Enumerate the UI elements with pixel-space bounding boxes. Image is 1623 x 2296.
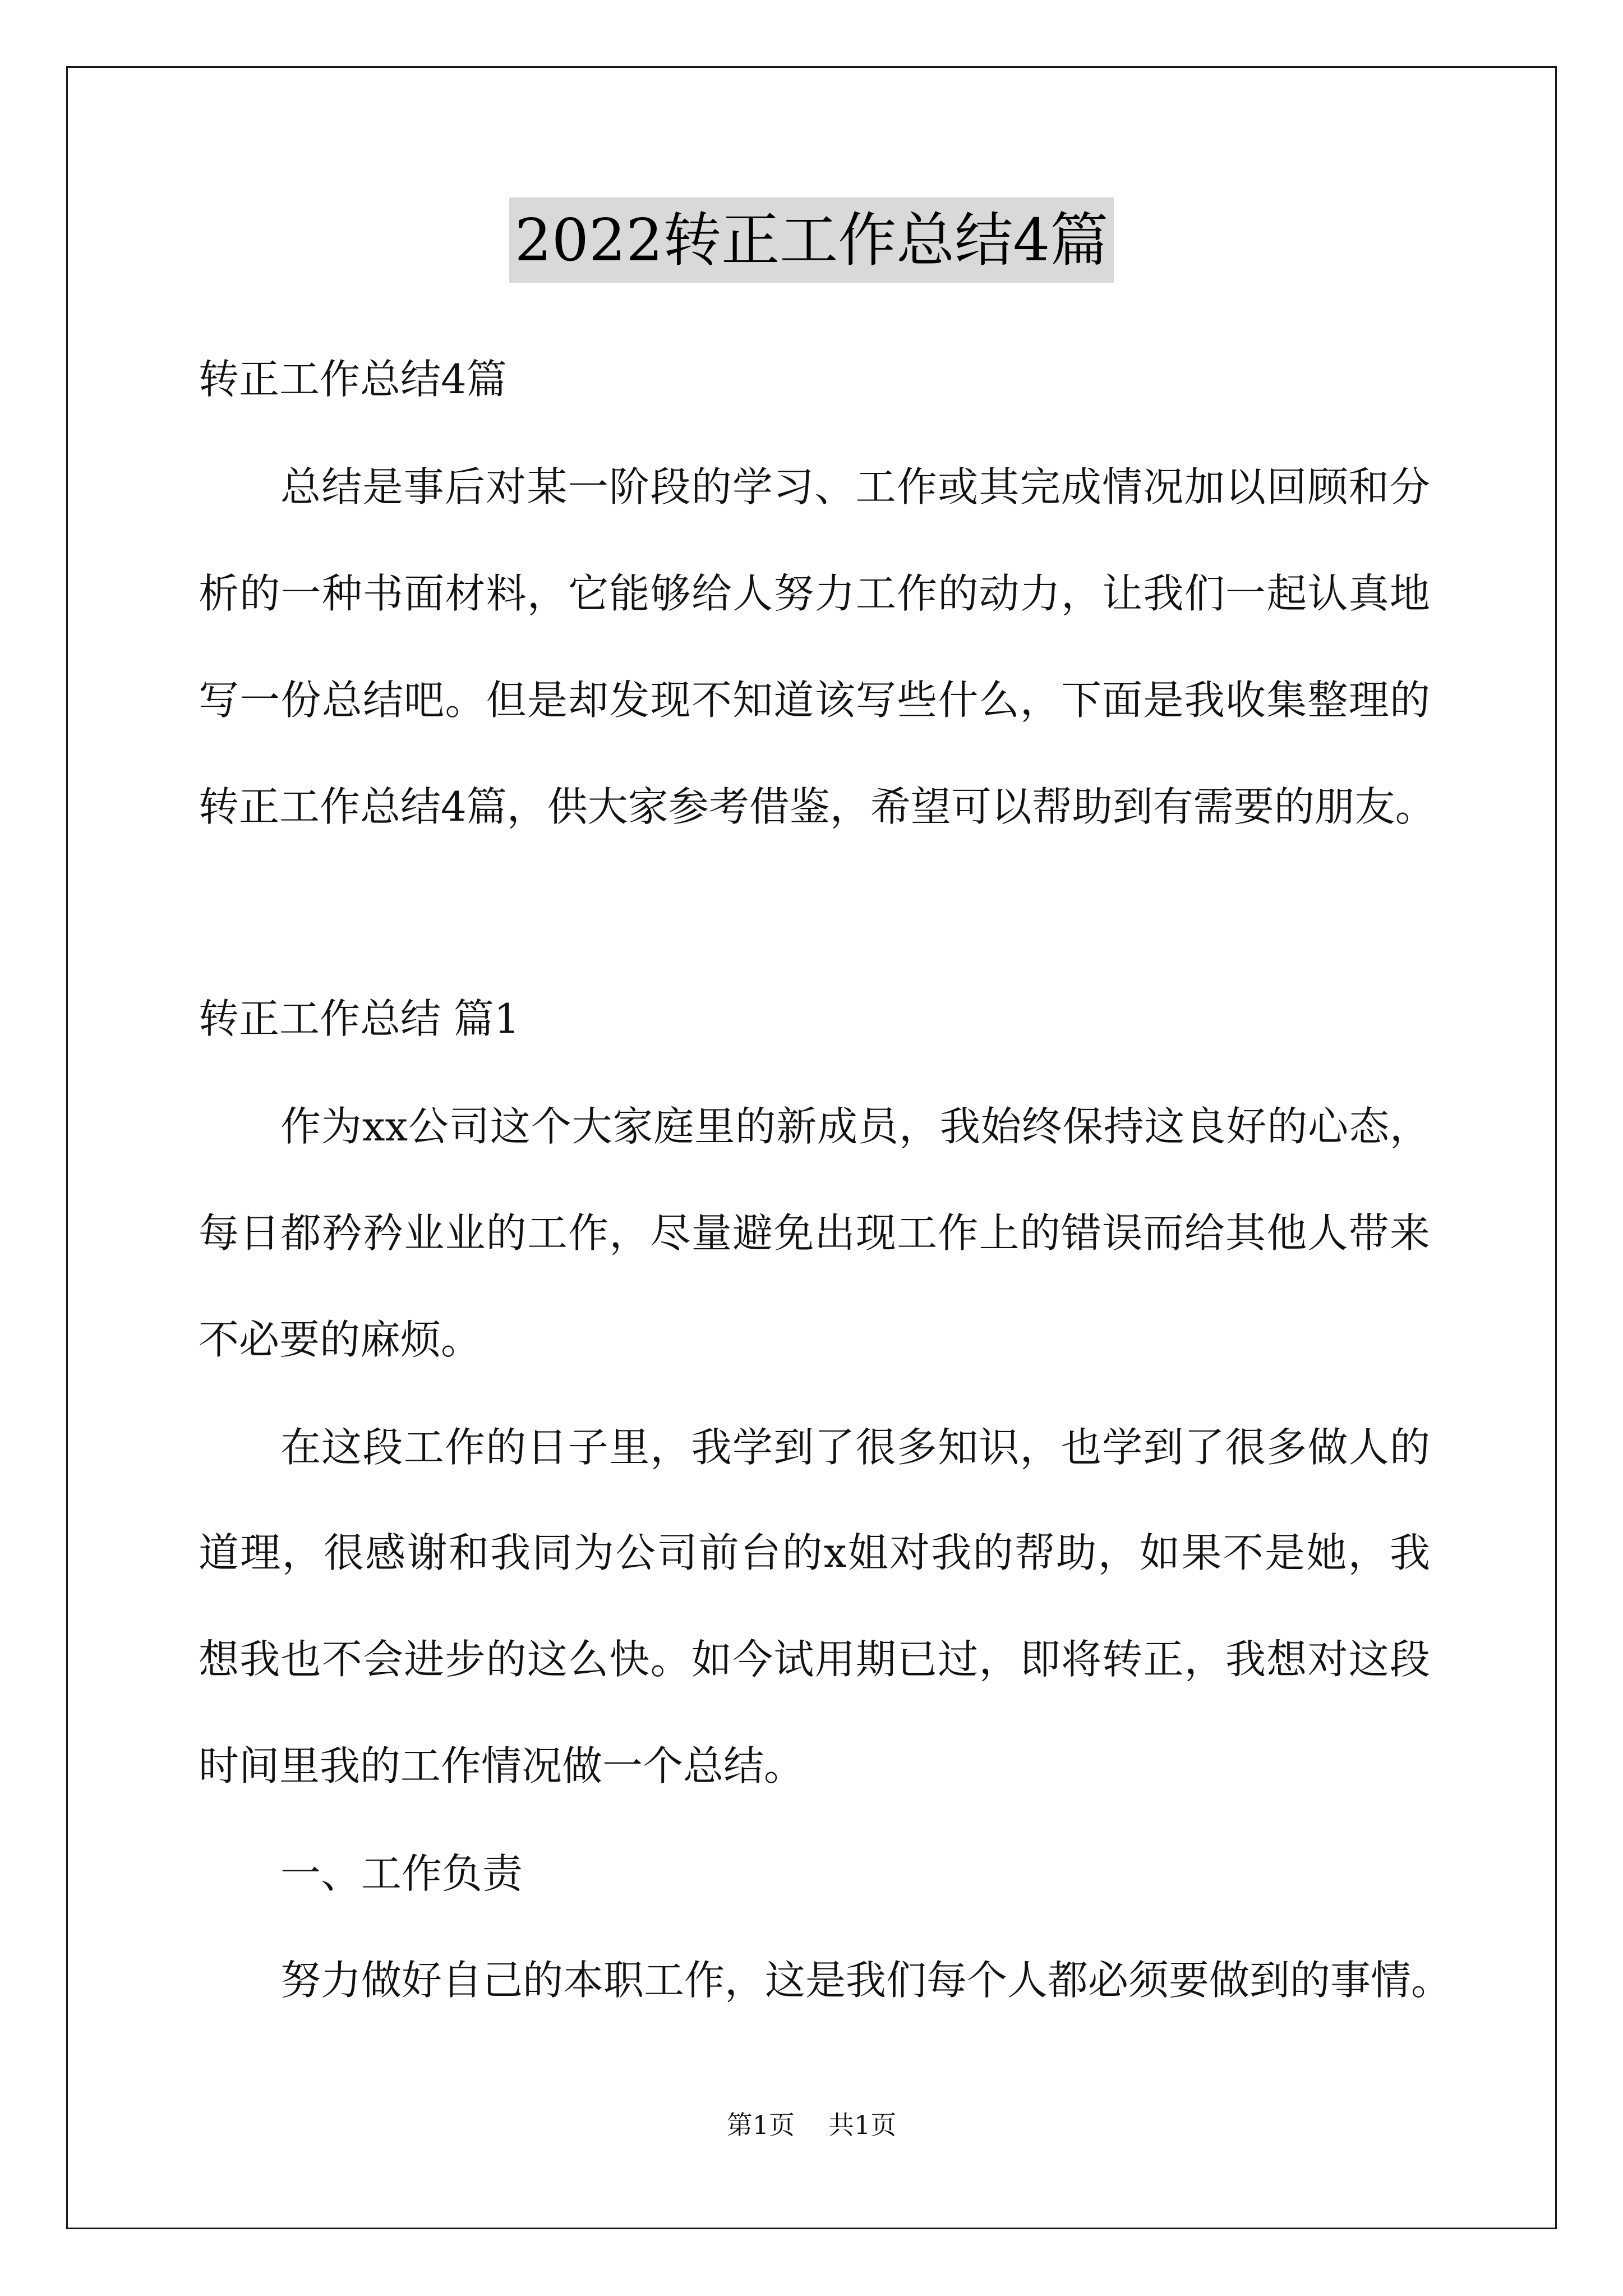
intro-heading: 转正工作总结4篇 (199, 356, 507, 403)
paragraph-line: 每日都矜矜业业的工作，尽量避免出现工作上的错误而给其他人带来 (199, 1209, 1430, 1257)
subheading: 一、工作负责 (280, 1850, 523, 1897)
page-number: 第1页 (726, 2110, 795, 2140)
paragraph-line: 不必要的麻烦。 (199, 1316, 482, 1363)
document-title: 2022转正工作总结4篇 (509, 197, 1114, 283)
title-wrap (0, 197, 1623, 283)
intro-paragraph-line: 析的一种书面材料，它能够给人努力工作的动力，让我们一起认真地 (199, 570, 1430, 617)
paragraph-line: 作为xx公司这个大家庭里的新成员，我始终保持这良好的心态， (280, 1103, 1430, 1150)
section-heading: 转正工作总结 篇1 (199, 995, 520, 1042)
page-total: 共1页 (828, 2110, 897, 2140)
paragraph-line: 道理，很感谢和我同为公司前台的x姐对我的帮助，如果不是她，我 (199, 1529, 1430, 1576)
intro-paragraph-line: 总结是事后对某一阶段的学习、工作或其完成情况加以回顾和分 (280, 463, 1430, 510)
intro-paragraph-line: 写一份总结吧。但是却发现不知道该写些什么，下面是我收集整理的 (199, 677, 1430, 724)
page-footer (0, 2108, 1623, 2142)
paragraph-line: 时间里我的工作情况做一个总结。 (199, 1742, 805, 1789)
intro-paragraph-line: 转正工作总结4篇，供大家参考借鉴，希望可以帮助到有需要的朋友。 (199, 783, 1436, 830)
paragraph-line: 在这段工作的日子里，我学到了很多知识，也学到了很多做人的 (280, 1424, 1430, 1471)
paragraph-line: 努力做好自己的本职工作，这是我们每个人都必须要做到的事情。 (280, 1957, 1452, 2004)
paragraph-line: 想我也不会进步的这么快。如今试用期已过，即将转正，我想对这段 (199, 1636, 1430, 1683)
